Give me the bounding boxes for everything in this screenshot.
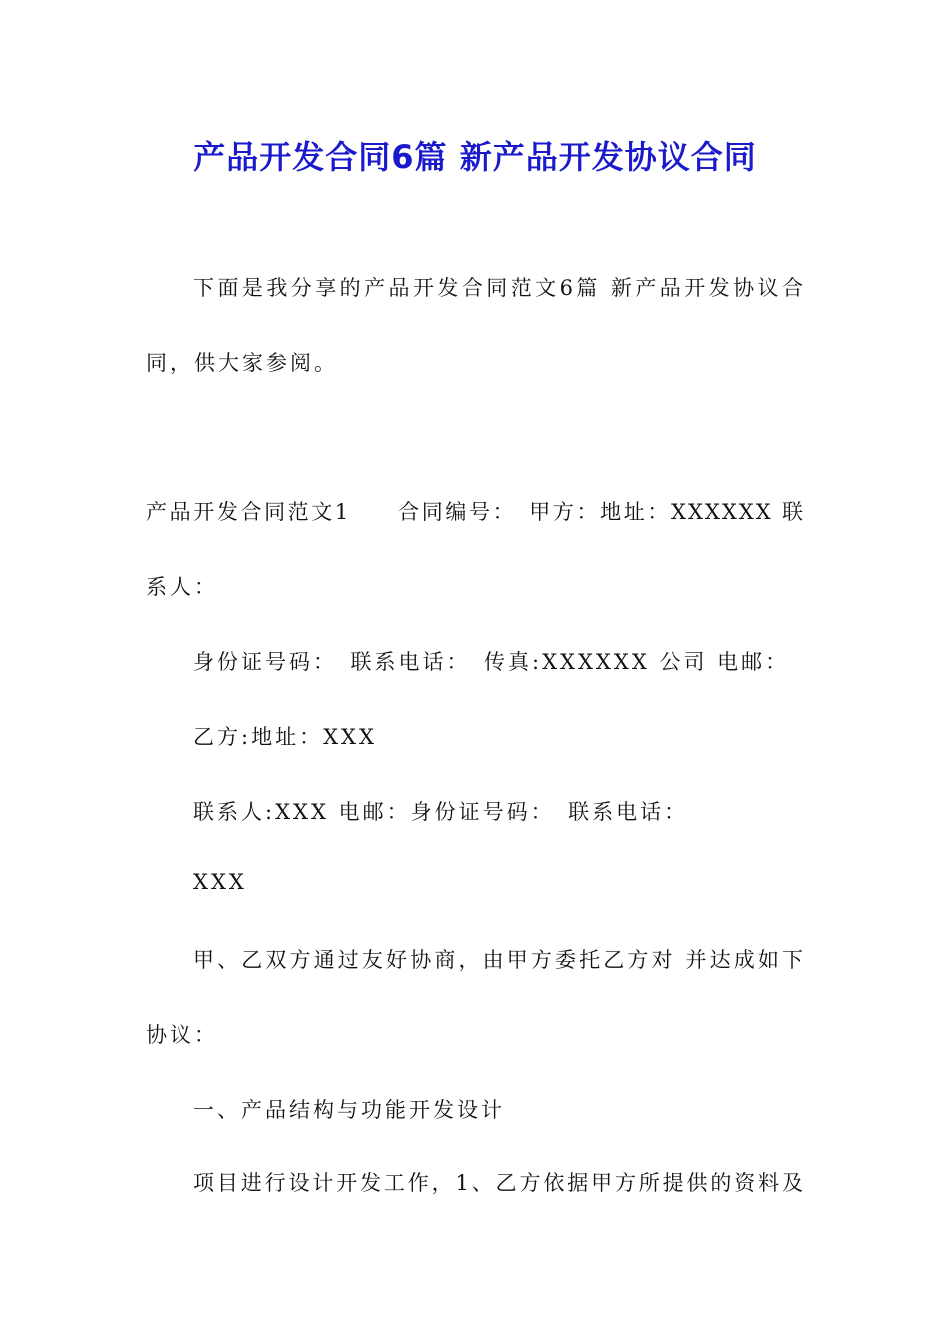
section-heading: 一、产品结构与功能开发设计 xyxy=(193,1098,505,1122)
paragraph-line: 产品开发合同范文1 合同编号： 甲方：地址：XXXXXX 联 xyxy=(146,500,805,524)
paragraph-line: 系人： xyxy=(146,575,218,599)
paragraph-line: 项目进行设计开发工作，1、乙方依据甲方所提供的资料及 xyxy=(193,1171,805,1195)
paragraph-line: 同，供大家参阅。 xyxy=(146,351,338,375)
paragraph-line: 联系人:XXX 电邮：身份证号码： 联系电话： xyxy=(193,800,689,824)
paragraph-line: 下面是我分享的产品开发合同范文6篇 新产品开发协议合 xyxy=(193,276,805,300)
paragraph-line: 身份证号码： 联系电话： 传真:XXXXXX 公司 电邮： xyxy=(193,650,790,674)
paragraph-line: XXX xyxy=(193,870,247,894)
paragraph-line: 甲、乙双方通过友好协商，由甲方委托乙方对 并达成如下 xyxy=(193,948,805,972)
document-title: 产品开发合同6篇 新产品开发协议合同 xyxy=(193,138,757,176)
paragraph-line: 乙方:地址：XXX xyxy=(193,725,377,749)
paragraph-line: 协议： xyxy=(146,1023,218,1047)
